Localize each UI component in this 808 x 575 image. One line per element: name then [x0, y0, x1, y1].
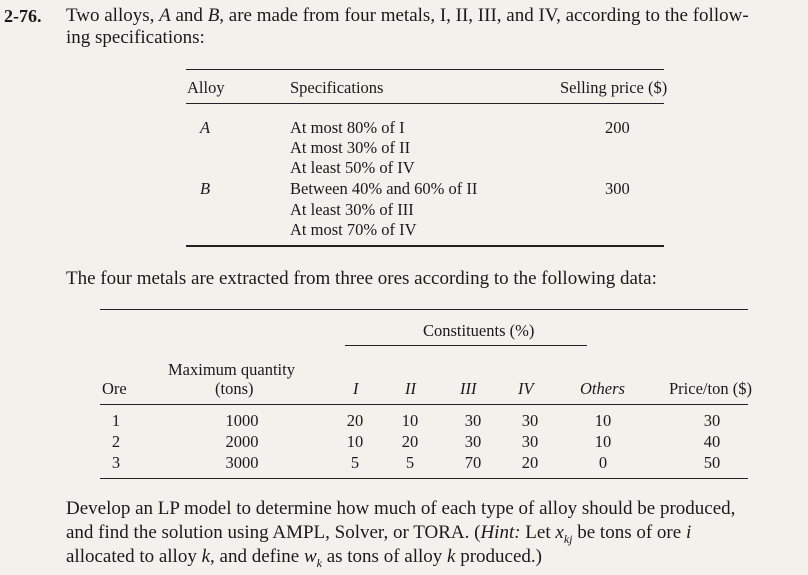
table2-header-III: III — [460, 379, 477, 398]
table2-header-IV: IV — [518, 379, 534, 398]
problem-number: 2-76. — [4, 6, 42, 26]
table1-header-specifications: Specifications — [290, 78, 384, 97]
table2-header-II: II — [405, 379, 416, 398]
intro-line-2: ing specifications: — [66, 27, 205, 48]
table2-cell-others: 10 — [594, 411, 612, 430]
table2-cell-IV: 20 — [521, 453, 539, 472]
closing-line-1: Develop an LP model to determine how much of each type of alloy should be produced, — [66, 498, 736, 519]
table2-cell-III: 70 — [464, 453, 482, 472]
closing-line-2: and find the solution using AMPL, Solver, or TORA. (Hint: Let $x_{kj}$ be tons of ore i — [66, 522, 692, 546]
table2-cell-I: 10 — [346, 432, 364, 451]
table2-cell-I: 5 — [350, 453, 360, 472]
table1-row-b-alloy: B — [200, 179, 211, 198]
table2-top-rule — [100, 309, 748, 310]
table1-row-b-spec-1: Between 40% and 60% of II — [290, 179, 478, 198]
table2-bottom-rule — [100, 478, 748, 479]
table2-cell-others: 0 — [598, 453, 608, 472]
table1-header-price: Selling price ($) — [560, 78, 668, 97]
table2-header-I: I — [353, 379, 359, 398]
table1-row-a-alloy: A — [200, 118, 211, 137]
intro-line-1: Two alloys, A and B, are made from four metals, I, II, III, and IV, according to the follow- — [66, 5, 749, 26]
table2-cell-price: 30 — [703, 411, 721, 430]
table2-cell-II: 10 — [401, 411, 419, 430]
table1-row-a-spec-1: At most 80% of I — [290, 118, 405, 137]
table2-cell-max: 1000 — [225, 411, 259, 430]
table2-cell-price: 40 — [703, 432, 721, 451]
table2-header-others: Others — [580, 379, 625, 398]
table2-cell-others: 10 — [594, 432, 612, 451]
table1-bottom-rule — [186, 245, 664, 247]
table2-cell-ore: 3 — [111, 453, 121, 472]
closing-line-3: allocated to alloy k, and define $w_k$ as tons of alloy k produced.) — [66, 546, 542, 570]
table2-cell-II: 5 — [405, 453, 415, 472]
table2-header-ore: Ore — [102, 379, 127, 398]
table2-cell-IV: 30 — [521, 432, 539, 451]
table2-cell-max: 2000 — [225, 432, 259, 451]
table1-row-a-price: 200 — [605, 118, 630, 137]
table2-cell-II: 20 — [401, 432, 419, 451]
table2-cell-III: 30 — [464, 411, 482, 430]
table1-row-b-spec-3: At most 70% of IV — [290, 220, 417, 239]
table1-row-a-spec-2: At most 30% of II — [290, 138, 411, 157]
table2-header-maxqty-1: Maximum quantity — [168, 360, 295, 379]
table2-cell-IV: 30 — [521, 411, 539, 430]
table2-cell-price: 50 — [703, 453, 721, 472]
table2-group-header: Constituents (%) — [423, 321, 535, 340]
table2-header-price: Price/ton ($) — [669, 379, 752, 398]
table2-cell-I: 20 — [346, 411, 364, 430]
table1-top-rule — [186, 69, 664, 70]
table1-row-b-price: 300 — [605, 179, 630, 198]
table2-cell-III: 30 — [464, 432, 482, 451]
table1-header-alloy: Alloy — [187, 78, 225, 97]
table2-cell-ore: 2 — [111, 432, 121, 451]
table2-cell-max: 3000 — [225, 453, 259, 472]
table1-row-a-spec-3: At least 50% of IV — [290, 158, 415, 177]
table2-cell-ore: 1 — [111, 411, 121, 430]
table2-header-maxqty-2: (tons) — [215, 379, 254, 398]
table2-header-rule — [100, 404, 748, 405]
table1-header-rule — [186, 103, 664, 104]
middle-text: The four metals are extracted from three ores according to the following data: — [66, 268, 657, 289]
table1-row-b-spec-2: At least 30% of III — [290, 200, 414, 219]
table2-group-rule — [345, 345, 587, 346]
